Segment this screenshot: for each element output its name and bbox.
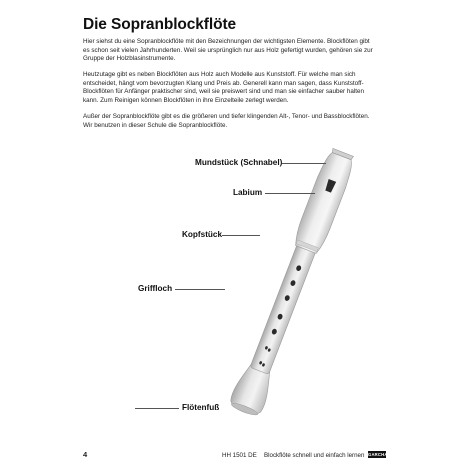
intro-line-3: Gruppe der Holzblasinstrumente. (83, 55, 176, 63)
label-kopfstueck: Kopfstück (182, 230, 223, 239)
materials-line-3: Blockflöten für Anfänger praktischer sind, weil sie preiswert sind und man sie einfacher sauber halten (83, 88, 365, 96)
publisher-logo: GARCHA (368, 452, 388, 457)
label-floetenfuss: Flötenfuß (182, 403, 220, 412)
materials-line-1: Heutzutage gibt es neben Blockflöten aus Holz auch Modelle aus Kunststoff. Für welche man sich (83, 71, 356, 78)
publication-code: HH 1501 DE (222, 452, 257, 459)
materials-line-2: entscheidet, hängt vom bevorzugten Klang und Preis ab. Generell kann man sagen, dass Kunststoff- (83, 79, 364, 87)
label-labium: Labium (233, 188, 263, 197)
recorder-head-joint (292, 151, 356, 255)
leader-labium (265, 193, 315, 194)
leader-floetenfuss (135, 408, 179, 409)
intro-line-2: es schon seit vielen Jahrhunderten. Weil sie ursprünglich nur aus Holz gefertigt wurden, gehören sie zur (83, 46, 373, 54)
label-griffloch: Griffloch (138, 284, 173, 293)
book-title-footer: Blockflöte schnell und einfach lernen (264, 452, 365, 459)
leader-griffloch (175, 289, 225, 290)
materials-line-4: kann. Zum Reinigen können Blockflöten in ihre Einzelteile zerlegt werden. (83, 96, 289, 104)
intro-line-1: Hier siehst du eine Sopranblockflöte mit den Bezeichnungen der wichtigsten Elemente. Blockflöten gibt (83, 38, 370, 45)
leader-kopfstueck (222, 235, 260, 236)
page-number: 4 (83, 450, 88, 459)
leader-mundstueck (282, 163, 326, 164)
label-mundstueck: Mundstück (Schnabel) (195, 158, 283, 167)
recorder-middle-joint (250, 240, 317, 374)
page-title: Die Sopranblockflöte (83, 16, 237, 33)
types-line-1: Außer der Sopranblockflöte gibt es die größeren und tiefer klingenden Alt-, Tenor- und Bassblockflöten. (83, 113, 370, 120)
types-line-2: Wir benutzen in dieser Schule die Sopranblockflöte. (83, 121, 228, 129)
